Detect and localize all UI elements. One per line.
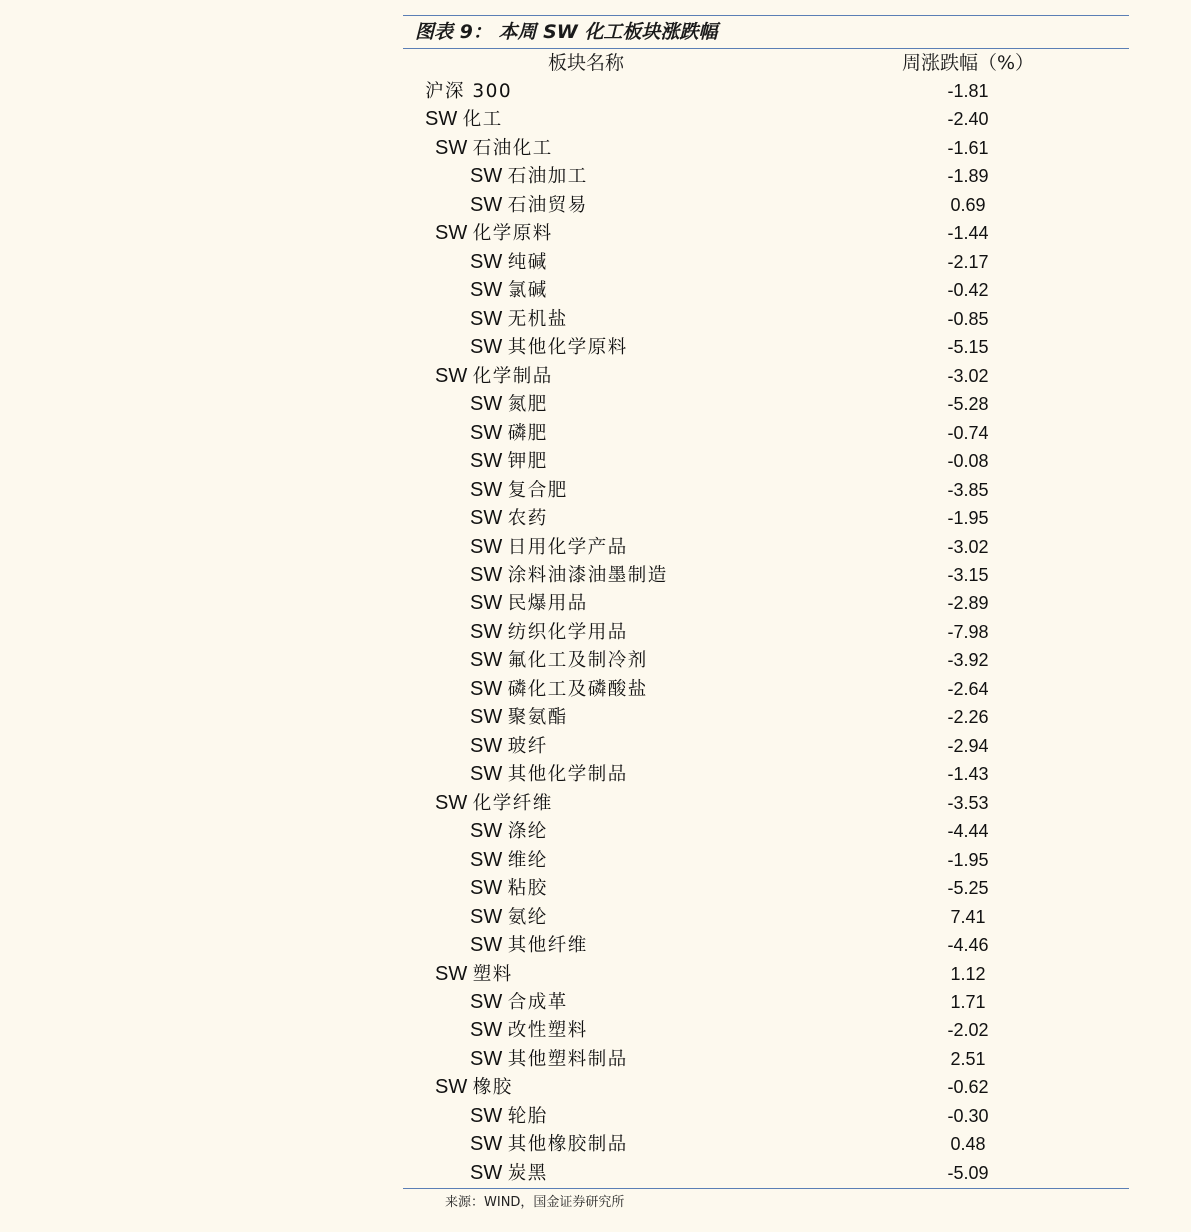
sector-name	[470, 1016, 588, 1045]
table-row	[403, 476, 1129, 504]
sector-label: 玻纤	[507, 735, 548, 757]
sector-prefix: SW	[435, 1076, 468, 1099]
sector-label: 其他纤维	[507, 935, 588, 957]
sector-prefix: SW	[435, 791, 468, 814]
sector-name	[470, 305, 568, 334]
table-row	[403, 362, 1129, 390]
weekly-change-value: -0.08	[947, 451, 989, 472]
weekly-change-value: -0.42	[947, 280, 989, 301]
weekly-change-value: 7.41	[950, 906, 986, 927]
weekly-change-value: -2.17	[947, 251, 989, 272]
sector-name	[470, 276, 548, 305]
sector-name	[470, 1102, 548, 1131]
sector-prefix: SW	[470, 1019, 503, 1042]
sector-prefix: SW	[435, 136, 468, 159]
sector-label: 改性塑料	[507, 1020, 588, 1042]
sector-prefix: SW	[470, 393, 503, 416]
sector-prefix: SW	[470, 848, 503, 871]
sector-name	[470, 1130, 628, 1159]
table-row	[403, 618, 1129, 646]
weekly-change-value: -5.15	[947, 337, 989, 358]
sector-label: 化学制品	[472, 365, 553, 387]
table-row	[403, 276, 1129, 304]
table-row	[403, 1102, 1129, 1130]
sector-prefix: SW	[425, 108, 458, 131]
table-row	[403, 874, 1129, 902]
sector-name	[425, 77, 512, 106]
sector-prefix: SW	[470, 336, 503, 359]
sector-name	[470, 732, 548, 761]
weekly-change-value: -0.30	[947, 1105, 989, 1126]
sector-name	[470, 817, 548, 846]
sector-label: 无机盐	[507, 308, 568, 330]
table-row	[403, 305, 1129, 333]
table-row	[403, 732, 1129, 760]
sector-label: 氯碱	[507, 280, 548, 302]
sector-label: 化学纤维	[472, 792, 553, 814]
sector-prefix: SW	[435, 364, 468, 387]
sector-label: 磷肥	[507, 422, 548, 444]
weekly-change-value: -3.92	[947, 650, 989, 671]
sector-name	[435, 789, 553, 818]
sector-label: 石油化工	[472, 137, 553, 159]
sector-label: 复合肥	[507, 479, 568, 501]
weekly-change-value: -0.85	[947, 308, 989, 329]
weekly-change-value: -3.53	[947, 792, 989, 813]
sector-prefix: SW	[470, 1161, 503, 1184]
sector-prefix: SW	[470, 307, 503, 330]
sector-prefix: SW	[470, 820, 503, 843]
sector-label: 轮胎	[507, 1105, 548, 1127]
sector-name	[470, 476, 568, 505]
table-row	[403, 789, 1129, 817]
weekly-change-value: 1.12	[950, 963, 986, 984]
figure	[403, 0, 1129, 1232]
sector-prefix: SW	[470, 507, 503, 530]
sector-label: 炭黑	[507, 1162, 548, 1184]
weekly-change-value: -5.25	[947, 878, 989, 899]
table-row	[403, 105, 1129, 133]
sector-prefix: SW	[470, 706, 503, 729]
weekly-change-value: -2.64	[947, 678, 989, 699]
weekly-change-value: -4.46	[947, 935, 989, 956]
sector-prefix: SW	[470, 535, 503, 558]
sector-name	[470, 903, 548, 932]
sector-name	[470, 162, 588, 191]
sector-label: 石油贸易	[507, 194, 588, 216]
weekly-change-value: -1.43	[947, 764, 989, 785]
table-row	[403, 162, 1129, 190]
sector-name	[470, 390, 548, 419]
table-row	[403, 931, 1129, 959]
sector-prefix: SW	[470, 905, 503, 928]
weekly-change-value: -1.44	[947, 223, 989, 244]
weekly-change-value: -1.89	[947, 166, 989, 187]
table-row	[403, 504, 1129, 532]
weekly-change-value: -7.98	[947, 621, 989, 642]
sector-name	[470, 447, 548, 476]
sector-name	[470, 248, 548, 277]
sector-prefix: SW	[470, 1104, 503, 1127]
table-row	[403, 1159, 1129, 1187]
weekly-change-value: 0.69	[950, 194, 986, 215]
weekly-change-value: 1.71	[950, 992, 986, 1012]
sector-label: 氟化工及制冷剂	[507, 650, 648, 672]
weekly-change-value: -5.09	[947, 1162, 989, 1183]
sector-name	[470, 760, 628, 789]
sector-prefix: SW	[470, 450, 503, 473]
weekly-change-value: 2.51	[950, 1048, 986, 1069]
figure-caption: 图表 9： 本周 SW 化工板块涨跌幅	[415, 21, 718, 43]
sector-label: 维纶	[507, 849, 548, 871]
sector-name	[470, 419, 548, 448]
sector-prefix: SW	[470, 592, 503, 615]
sector-name	[470, 589, 588, 618]
sector-name	[470, 846, 548, 875]
table-body	[403, 77, 1129, 1187]
weekly-change-value: -3.02	[947, 365, 989, 386]
sector-label: 塑料	[472, 963, 513, 985]
table-row	[403, 1130, 1129, 1158]
table-row	[403, 903, 1129, 931]
column-header-name: 板块名称	[547, 52, 624, 74]
table-row	[403, 703, 1129, 731]
weekly-change-value: -3.85	[947, 479, 989, 500]
sector-name	[470, 618, 628, 647]
sector-name	[470, 1045, 628, 1074]
sector-label: 纺织化学用品	[507, 621, 628, 643]
table-row	[403, 219, 1129, 247]
header-rule	[403, 48, 1129, 49]
table-row	[403, 561, 1129, 589]
sector-label: 沪深 300	[425, 81, 513, 102]
sector-label: 氮肥	[507, 394, 548, 416]
table-row	[403, 1045, 1129, 1073]
table-row	[403, 1073, 1129, 1101]
sector-label: 化学原料	[472, 223, 553, 245]
sector-name	[425, 105, 503, 134]
sector-label: 粘胶	[507, 878, 548, 900]
table-row	[403, 675, 1129, 703]
sector-name	[435, 219, 553, 248]
table-row	[403, 817, 1129, 845]
sector-label: 橡胶	[472, 1077, 513, 1099]
sector-label: 聚氨酯	[507, 707, 568, 729]
table-row	[403, 248, 1129, 276]
table-row	[403, 134, 1129, 162]
sector-name	[470, 504, 548, 533]
sector-label: 民爆用品	[507, 593, 588, 615]
sector-prefix: SW	[470, 1047, 503, 1070]
sector-prefix: SW	[470, 649, 503, 672]
source-note: 来源：WIND，国金证券研究所	[445, 1195, 625, 1210]
sector-name	[470, 533, 628, 562]
sector-prefix: SW	[470, 934, 503, 957]
sector-name	[435, 362, 553, 391]
sector-label: 日用化学产品	[507, 536, 628, 558]
weekly-change-value: -2.94	[947, 735, 989, 756]
sector-prefix: SW	[470, 734, 503, 757]
sector-label: 涂料油漆油墨制造	[507, 564, 668, 586]
sector-prefix: SW	[470, 279, 503, 302]
sector-prefix: SW	[470, 991, 503, 1013]
sector-name	[435, 134, 553, 163]
sector-label: 磷化工及磷酸盐	[507, 678, 648, 700]
weekly-change-value: -4.44	[947, 821, 989, 842]
sector-name	[470, 1159, 548, 1188]
sector-label: 钾肥	[507, 451, 548, 473]
weekly-change-value: -0.62	[947, 1077, 989, 1098]
weekly-change-value: 0.48	[950, 1134, 986, 1155]
sector-name	[470, 333, 628, 362]
sector-prefix: SW	[470, 563, 503, 586]
sector-prefix: SW	[470, 421, 503, 444]
sector-label: 氨纶	[507, 906, 548, 928]
sector-label: 化工	[462, 109, 503, 131]
sector-label: 其他化学原料	[507, 337, 628, 359]
column-header-change: 周涨跌幅（%）	[901, 52, 1035, 74]
table-row	[403, 533, 1129, 561]
sector-prefix: SW	[470, 763, 503, 786]
sector-label: 其他化学制品	[507, 764, 628, 786]
sector-name	[435, 960, 513, 989]
table-row	[403, 447, 1129, 475]
sector-label: 纯碱	[507, 251, 548, 273]
sector-prefix: SW	[470, 1133, 503, 1156]
sector-prefix: SW	[470, 877, 503, 900]
table-row	[403, 419, 1129, 447]
sector-prefix: SW	[470, 250, 503, 273]
weekly-change-value: -1.81	[947, 81, 989, 101]
table-row	[403, 760, 1129, 788]
table-row	[403, 589, 1129, 617]
sector-prefix: SW	[435, 962, 468, 985]
sector-label: 其他橡胶制品	[507, 1134, 628, 1156]
table-row	[403, 960, 1129, 988]
sector-prefix: SW	[470, 677, 503, 700]
sector-prefix: SW	[470, 165, 503, 188]
sector-label: 农药	[507, 508, 548, 530]
sector-name	[470, 931, 588, 960]
sector-name	[470, 561, 668, 590]
sector-name	[470, 874, 548, 903]
weekly-change-value: -2.26	[947, 707, 989, 728]
weekly-change-value: -2.02	[947, 1020, 989, 1041]
weekly-change-value: -1.61	[947, 137, 989, 158]
weekly-change-value: -2.40	[947, 109, 989, 130]
sector-label: 石油加工	[507, 166, 588, 188]
table-row	[403, 646, 1129, 674]
bottom-rule	[403, 1188, 1129, 1189]
table-row	[403, 77, 1129, 105]
weekly-change-value: -1.95	[947, 849, 989, 870]
weekly-change-value: -3.15	[947, 564, 989, 585]
sector-prefix: SW	[470, 478, 503, 501]
table-row	[403, 846, 1129, 874]
weekly-change-value: -3.02	[947, 536, 989, 557]
sector-name	[470, 703, 568, 732]
sector-prefix: SW	[435, 222, 468, 245]
table-row	[403, 333, 1129, 361]
table-row	[403, 390, 1129, 418]
sector-name	[470, 191, 588, 220]
sector-prefix: SW	[470, 620, 503, 643]
weekly-change-value: -0.74	[947, 422, 989, 443]
weekly-change-value: -5.28	[947, 394, 989, 415]
table-row	[403, 191, 1129, 219]
sector-name	[435, 1073, 513, 1102]
weekly-change-value: -2.89	[947, 593, 989, 614]
table-row	[403, 988, 1129, 1016]
sector-name	[470, 988, 568, 1017]
sector-prefix: SW	[470, 193, 503, 216]
table-row	[403, 1016, 1129, 1044]
weekly-change-value: -1.95	[947, 508, 989, 529]
sector-name	[470, 646, 648, 675]
sector-label: 涤纶	[507, 821, 548, 843]
top-rule	[403, 15, 1129, 16]
sector-label: 合成革	[507, 992, 568, 1013]
sector-name	[470, 675, 648, 704]
sector-label: 其他塑料制品	[507, 1048, 628, 1070]
